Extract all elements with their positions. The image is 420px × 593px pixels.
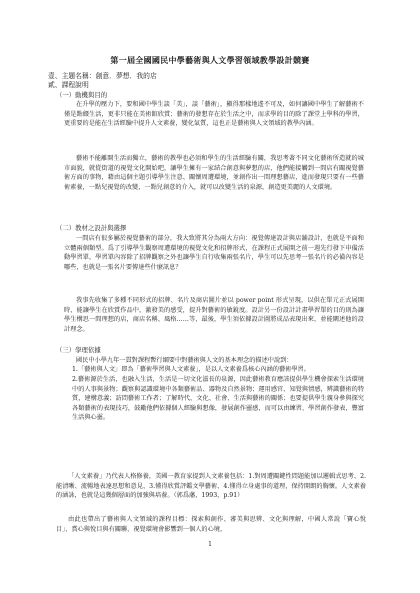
motivation-paragraph-1: [64, 100, 364, 149]
page-number: 1: [208, 541, 212, 548]
motivation-text-1: 在升學的壓力下，要和國中學生談「美」，談「藝術」，顯得那樣地遙不可及，如何讓國中學生了解藝術不僅是點綴生活，更非只能在美術館欣賞；藝術的發想存在於生活之中，而求學的目的除了課堂上學科的學習，更重要的是能在生活經驗中提升人文素養，變化氣質，這也正是藝術與人文領域的教學內涵。: [64, 101, 364, 128]
document-title: 第一屆全國國民中學藝術與人文學習領域教學設計競賽: [110, 55, 310, 65]
content-text-1: 一間店有很多屬於視覺藝術的部分，我大致將其分為兩大方向：視覺傳達設計與店舖設計，也就是平面和立體兩個類型。爲了引導學生觀察周遭環境的視覺文化和招牌形式，在課程正式展開之前一週先行發下申備活動學習單，學習單內容除了招牌觀察之外也讓學生自行收集兩張名片，學生可以先思考一張名片的必備內容是哪些，也就是一張名片要傳達些什麼訊息？: [64, 235, 364, 271]
quote-paragraph-1: [56, 466, 366, 505]
theory-list-item-2: 2.藝術源於生活，也融入生活，生活是一切文化滋長的泉源，因此藝術教育應該提供學生機會探索生活環境中的人事與景物；觀察與認識環境中各類藝術品、器物及自然景物；運用感官、知覺與情感，辨識藝術的特質，建構意義；訪問藝術工作者；了解時代、文化、社會、生活與藝術的關係；也要提供學生親身參與探究各類藝術的表現技巧，鼓勵他們依據個人經驗與想像，發展創作靈感，而可以由練習、學習創作發表，豐富生活與心靈。: [72, 376, 364, 422]
topic-heading: 壹、主題名稱：創意．夢想．我的店: [48, 72, 157, 80]
theory-heading: （三）學理依據: [56, 346, 101, 354]
content-paragraph-1: [64, 234, 364, 292]
content-heading: （二）教材之設計與選擇: [56, 224, 127, 232]
theory-list-item-1: 1.「藝術與人文」即為「藝術學習與人文素養」，是以人文素養爲核心內涵的藝術學習。: [72, 366, 310, 373]
content-text-2: 我事先收集了多種不同形式的招牌、名片及商店圖片並以 power point 形式呈現，以供在單元正式展開時，能讓學生在欣賞作品中，激發美的感受，提升對藝術的敏銳度。設計另一份設計計畫學習單的目的則為讓學生構思一間理想的店，商店名稱、風格……等，最後，學生須依據設計圖將成品表現出來，並能闡述他的設計理念。: [64, 297, 364, 333]
rationale-heading: 貳、課程說明: [48, 81, 89, 89]
quote-text-1: 「人文素養」乃代表人格修養，美國一教育家提到人文素養包括：1.對周遭關鍵性問題能加以邏輯式思考、2.能清晰、流暢地表達思想和意見、3.懂得欣賞評鑑文學藝術、4.懂得立身處事的道理，保持開朗的胸懷。人文素養的涵詠，也就是這幾個層面的加強與培養。（郭爲藩，1993，p.91）: [56, 473, 366, 500]
motivation-text-2: 藝術不能離開生活而獨立，藝術的教學也必須和學生的生活經驗有關，我思考著不同文化藝術所造就的城市面貌，就從街道的視覺文化開始吧，讓學生擁有一家結合創意與夢想的店，他們能接觸到一間店有關視覺藝術方面的事物，藉由這個主題引導學生注意、關懷周遭環境，並創作出一間理想藝店，進而發現只要有一些藝術素養，一點兒視覺的改變，一點兒創意的介入，就可以改變生活的泉源，創造更美麗的人文環境。: [64, 155, 364, 191]
quote-text-2: 由此也帶出了藝術與人文領域的課程目標：探索與創作、審美與思辨、文化與理解，中國人常說「寶心悅目」、賞心與悅目與有關聯，視覺環境會影響到一個人的心境，: [56, 516, 366, 533]
quote-paragraph-2: [56, 509, 366, 533]
content-paragraph-2: [64, 296, 364, 344]
theory-text-1: 國民中小學九年一貫對課程暫行綱要中對藝術與人文的基本理念的描述中說到：: [76, 357, 293, 364]
motivation-heading: （一）動機與目的: [56, 91, 108, 99]
motivation-paragraph-2: [64, 154, 364, 223]
